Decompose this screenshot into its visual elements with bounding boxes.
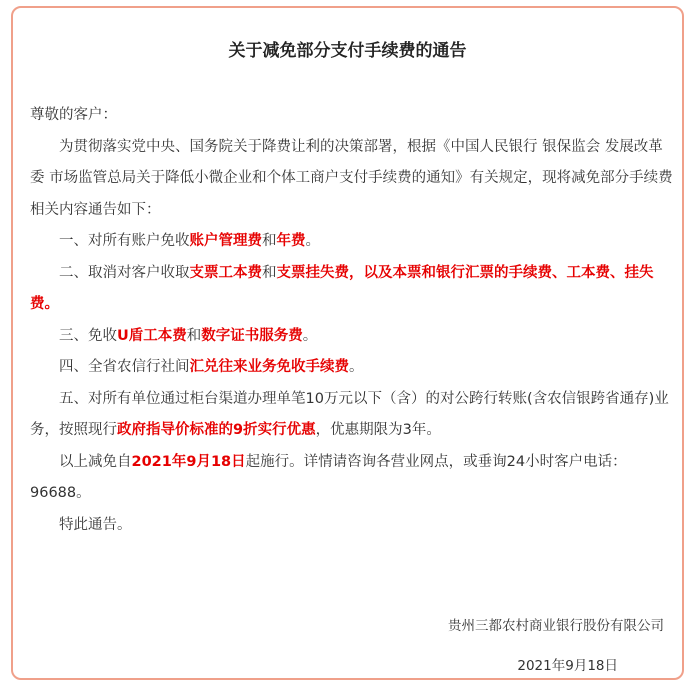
signature-date: 2021年9月18日: [517, 658, 618, 674]
item-2: [30, 258, 673, 321]
item-3: [30, 321, 673, 353]
intro-paragraph: 为贯彻落实党中央、国务院关于降费让利的决策部署，根据《中国人民银行 银保监会 发展改革委 市场监管总局关于降低小微企业和个体工商户支付手续费的通知》有关规定，现将减免部分手续费相关内容通告如下：: [30, 138, 673, 218]
notice-body: [30, 100, 673, 541]
item-1-text: 一、对所有账户免收: [59, 233, 190, 249]
item-2-highlight-1: 支票工本费: [189, 264, 262, 281]
item-5: [30, 384, 673, 447]
item-2-text: 二、取消对客户收取: [59, 264, 190, 281]
item-3-text: 三、免收: [59, 327, 117, 344]
effective-contact: 起施行。详情请咨询各营业网点，或垂询24小时客户电话：96688。: [30, 453, 627, 501]
item-3-highlight-1: U盾工本费: [117, 327, 187, 344]
item-1-connector: 和: [262, 233, 277, 249]
signature-issuer: 贵州三都农村商业银行股份有限公司: [448, 618, 664, 634]
item-5-highlight: 政府指导价标准的9折实行优惠: [117, 422, 316, 438]
item-5-end: ，优惠期限为3年。: [315, 422, 441, 438]
item-1-highlight-2: 年费: [276, 233, 306, 249]
item-3-highlight-2: 数字证书服务费: [201, 327, 303, 344]
item-2-connector: 和: [262, 264, 277, 281]
item-1-end: 。: [305, 233, 320, 249]
item-1-highlight-1: 账户管理费: [189, 233, 262, 249]
effective-date-highlight: 2021年9月18日: [131, 453, 246, 470]
effective-text: 以上减免自: [59, 453, 132, 470]
effective-paragraph: [30, 447, 673, 510]
closing-line: 特此通告。: [59, 516, 132, 533]
item-1: [30, 226, 673, 258]
item-4-end: 。: [349, 359, 364, 375]
salutation: 尊敬的客户：: [30, 107, 117, 123]
item-5-text: 五、对所有单位通过柜台渠道办理单笔10万元以下（含）的对公跨行转账(含农信银跨省通存)业务，按照现行: [30, 390, 669, 438]
item-3-end: 。: [302, 327, 318, 344]
notice-title: 关于减免部分支付手续费的通告: [228, 41, 467, 61]
notice-card: [11, 6, 684, 680]
item-4: [30, 352, 673, 384]
item-3-connector: 和: [186, 327, 202, 344]
item-4-text: 四、全省农信行社间: [59, 359, 190, 375]
item-4-highlight: 汇兑往来业务免收手续费: [189, 359, 349, 375]
item-2-highlight-2: 支票挂失费，以及本票和银行汇票的手续费、工本费、挂失费。: [30, 264, 654, 312]
